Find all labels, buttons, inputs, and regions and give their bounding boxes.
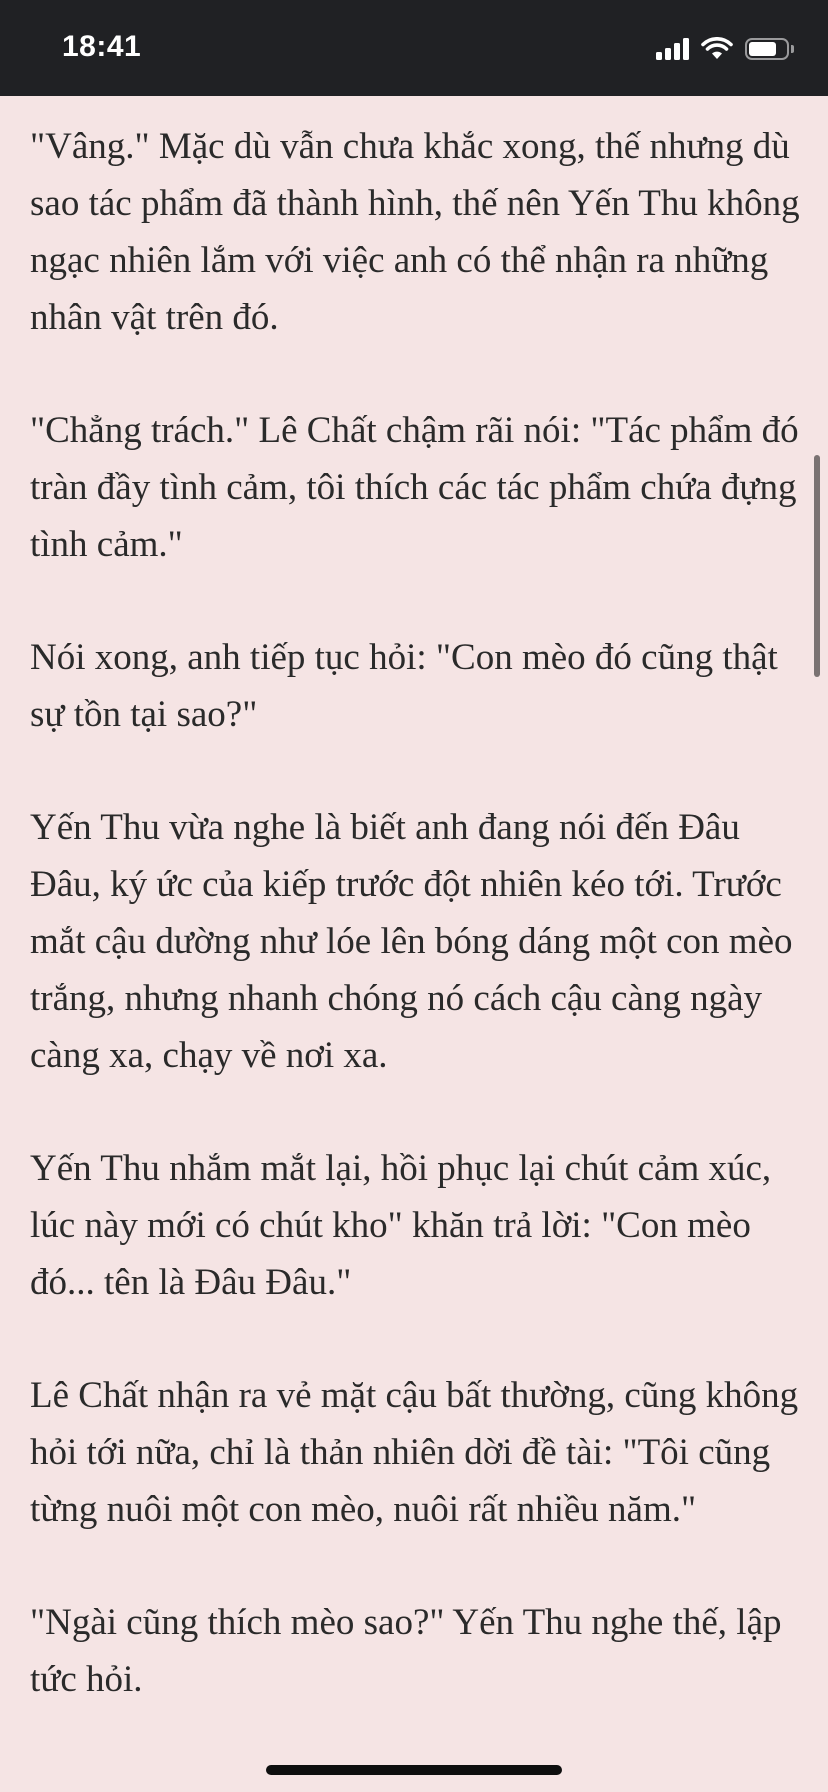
paragraph: Yến Thu nhắm mắt lại, hồi phục lại chút cảm xúc, lúc này mới có chút kho" khăn trả lời: "Con mèo đó... tên là Đâu Đâu."	[30, 1148, 772, 1303]
chapter-text	[30, 118, 805, 1764]
wifi-icon	[701, 37, 733, 61]
home-indicator[interactable]	[266, 1765, 562, 1775]
status-bar	[0, 0, 828, 96]
status-time: 18:41	[62, 30, 142, 63]
paragraph: "Ngài cũng thích mèo sao?" Yến Thu nghe thế, lập tức hỏi.	[30, 1602, 782, 1700]
battery-fill	[749, 42, 776, 56]
battery-tip	[791, 45, 794, 53]
status-icons	[656, 34, 794, 64]
scroll-indicator[interactable]	[814, 455, 820, 677]
paragraph: "Vâng." Mặc dù vẫn chưa khắc xong, thế nhưng dù sao tác phẩm đã thành hình, thế nên Yến Thu không ngạc nhiên lắm với việc anh có thể nhận ra những nhân vật trên đó.	[30, 126, 800, 338]
cellular-signal-icon	[656, 38, 689, 60]
battery-icon	[745, 38, 789, 60]
paragraph: "Chẳng trách." Lê Chất chậm rãi nói: "Tác phẩm đó tràn đầy tình cảm, tôi thích các tác phẩm chứa đựng tình cảm."	[30, 410, 799, 565]
paragraph: Nói xong, anh tiếp tục hỏi: "Con mèo đó cũng thật sự tồn tại sao?"	[30, 637, 778, 735]
paragraph: Lê Chất nhận ra vẻ mặt cậu bất thường, cũng không hỏi tới nữa, chỉ là thản nhiên dời đề tài: "Tôi cũng từng nuôi một con mèo, nuôi rất nhiều năm."	[30, 1375, 799, 1530]
paragraph: Yến Thu vừa nghe là biết anh đang nói đến Đâu Đâu, ký ức của kiếp trước đột nhiên kéo tới. Trước mắt cậu dường như lóe lên bóng dáng một con mèo trắng, nhưng nhanh chóng nó cách cậu càng ngày càng xa, chạy về nơi xa.	[30, 807, 793, 1076]
